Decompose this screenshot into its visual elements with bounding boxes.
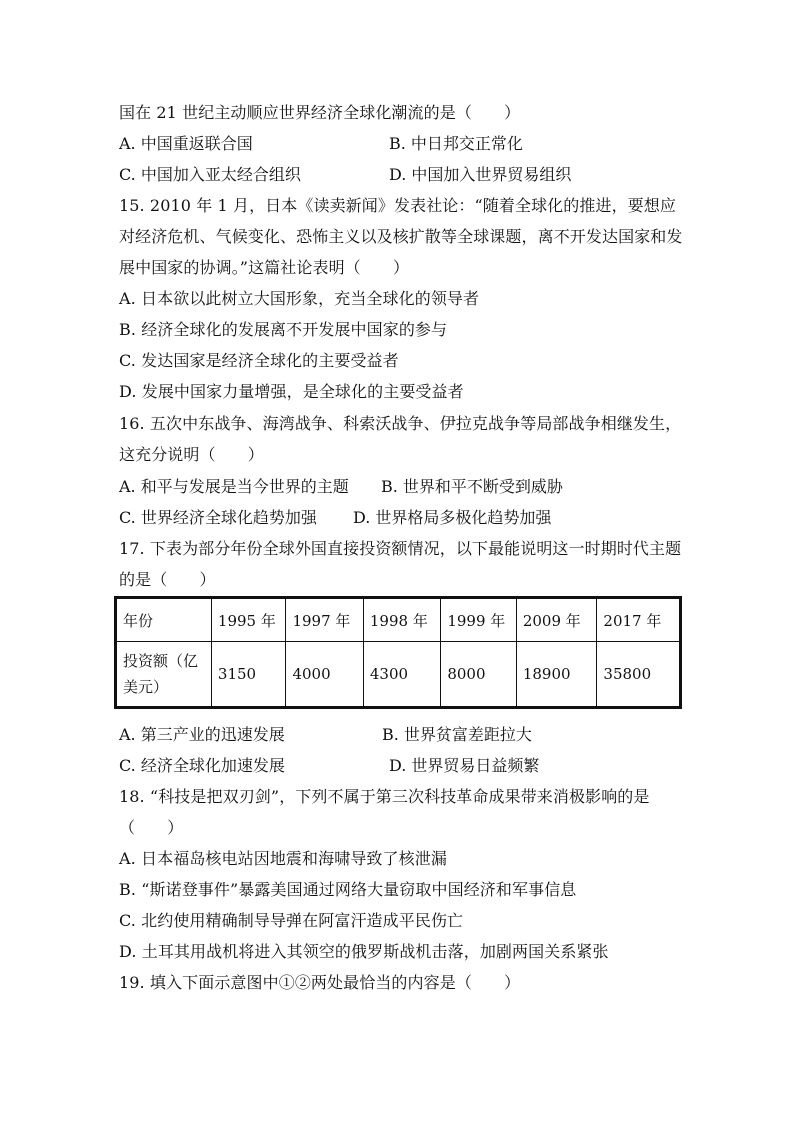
q18-option-a[interactable]: A. 日本福岛核电站因地震和海啸导致了核泄漏 [119, 849, 447, 868]
q15-option-a[interactable]: A. 日本欲以此树立大国形象，充当全球化的领导者 [119, 289, 480, 308]
q19-stem-line-1: 19. 填入下面示意图中①②两处最恰当的内容是（ ） [119, 973, 521, 992]
q15-stem-line-1: 15. 2010 年 1 月，日本《读卖新闻》发表社论：“随着全球化的推进，要想应 [119, 196, 676, 215]
q15-option-d[interactable]: D. 发展中国家力量增强，是全球化的主要受益者 [119, 382, 464, 401]
table-cell-amount: 18900 [516, 642, 597, 708]
table-cell-year: 1995 年 [211, 598, 286, 642]
table-cell-year: 1999 年 [441, 598, 516, 642]
q18-stem-line-1: 18. “科技是把双刃剑”，下列不属于第三次科技革命成果带来消极影响的是 [119, 787, 650, 806]
table-row-years [116, 598, 681, 642]
q17-option-a[interactable]: A. 第三产业的迅速发展 [119, 725, 285, 744]
q14-option-a[interactable]: A. 中国重返联合国 [119, 134, 253, 153]
q15-option-b[interactable]: B. 经济全球化的发展离不开发展中国家的参与 [119, 320, 448, 339]
q16-option-d[interactable]: D. 世界格局多极化趋势加强 [353, 508, 552, 527]
table-cell-year: 1997 年 [286, 598, 363, 642]
q16-option-b[interactable]: B. 世界和平不断受到威胁 [381, 477, 563, 496]
q14-stem-tail: 国在 21 世纪主动顺应世界经济全球化潮流的是（ ） [119, 103, 521, 122]
table-cell-year: 2017 年 [597, 598, 681, 642]
table-row-amounts [116, 642, 681, 708]
table-cell-year: 2009 年 [516, 598, 597, 642]
q15-stem-line-3: 展中国家的协调。”这篇社论表明（ ） [119, 258, 410, 277]
table-cell-amount: 4000 [286, 642, 363, 708]
q18-option-b[interactable]: B. “斯诺登事件”暴露美国通过网络大量窃取中国经济和军事信息 [119, 880, 577, 899]
table-cell-amount: 4300 [363, 642, 440, 708]
q17-option-c[interactable]: C. 经济全球化加速发展 [119, 756, 285, 775]
q17-stem-line-2: 的是（ ） [119, 570, 216, 589]
q16-option-c[interactable]: C. 世界经济全球化趋势加强 [119, 508, 317, 527]
table-cell-amount: 8000 [441, 642, 516, 708]
q16-option-a[interactable]: A. 和平与发展是当今世界的主题 [119, 477, 349, 496]
q16-stem-line-2: 这充分说明（ ） [119, 445, 264, 464]
table-header-year: 年份 [116, 598, 212, 642]
q18-option-c[interactable]: C. 北约使用精确制导导弹在阿富汗造成平民伤亡 [119, 911, 464, 930]
table-header-amount: 投资额（亿美元） [116, 642, 212, 708]
table-cell-year: 1998 年 [363, 598, 440, 642]
q17-option-d[interactable]: D. 世界贸易日益频繁 [389, 756, 540, 775]
table-cell-amount: 35800 [597, 642, 681, 708]
q14-option-b[interactable]: B. 中日邦交正常化 [389, 134, 523, 153]
q17-stem-line-1: 17. 下表为部分年份全球外国直接投资额情况，以下最能说明这一时期时代主题 [119, 539, 682, 558]
q18-stem-line-2: （ ） [119, 818, 184, 837]
q17-option-b[interactable]: B. 世界贫富差距拉大 [382, 725, 532, 744]
q14-option-c[interactable]: C. 中国加入亚太经合组织 [119, 165, 301, 184]
q15-stem-line-2: 对经济危机、气候变化、恐怖主义以及核扩散等全球课题，离不开发达国家和发 [119, 227, 683, 246]
table-cell-amount: 3150 [211, 642, 286, 708]
q18-option-d[interactable]: D. 土耳其用战机将进入其领空的俄罗斯战机击落，加剧两国关系紧张 [119, 942, 609, 961]
q15-option-c[interactable]: C. 发达国家是经济全球化的主要受益者 [119, 351, 399, 370]
q14-option-d[interactable]: D. 中国加入世界贸易组织 [389, 165, 572, 184]
q16-stem-line-1: 16. 五次中东战争、海湾战争、科索沃战争、伊拉克战争等局部战争相继发生， [119, 414, 682, 433]
investment-table [114, 596, 682, 709]
